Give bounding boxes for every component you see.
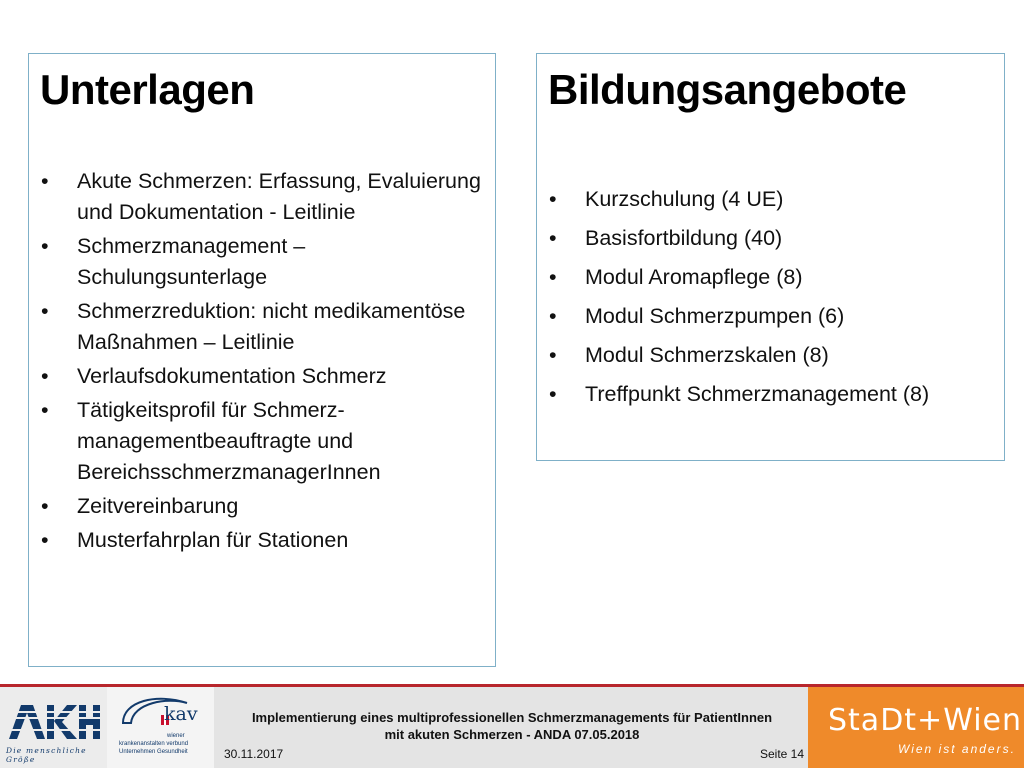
list-item: • Treffpunkt Schmerzmanagement (8) — [537, 379, 1004, 410]
list-item: • Musterfahrplan für Stationen — [29, 525, 495, 556]
kav-line-2: krankenanstalten verbund — [119, 741, 189, 747]
unterlagen-panel — [28, 53, 496, 667]
footer-title: Implementierung eines multiprofessionellen Schmerzmanagements für PatientInnen mit akuten Schmerzen - ANDA 07.05.2018 — [251, 710, 773, 742]
footer-date: 30.11.2017 — [224, 747, 284, 761]
list-item: • Schmerzreduktion: nicht medikamentöse Maßnahmen – Leitlinie — [29, 296, 495, 358]
footer-bar — [0, 684, 1024, 768]
bullet-icon: • — [549, 304, 557, 328]
bullet-icon: • — [549, 187, 557, 211]
kav-line-1: wiener — [167, 733, 185, 739]
akh-tagline: Die menschliche Größe — [6, 746, 87, 764]
bildungsangebote-panel — [536, 53, 1005, 461]
list-item: • Modul Schmerzskalen (8) — [537, 340, 1004, 371]
list-item: • Schmerzmanagement – Schulungsunterlage — [29, 231, 495, 293]
bullet-icon: • — [41, 299, 49, 323]
unterlagen-title: Unterlagen — [40, 66, 255, 113]
akh-mark-icon — [7, 701, 101, 741]
bullet-icon: • — [549, 226, 557, 250]
bullet-icon: • — [41, 528, 49, 552]
bullet-icon: • — [41, 398, 49, 422]
list-item: • Basisfortbildung (40) — [537, 223, 1004, 254]
bullet-icon: • — [549, 265, 557, 289]
unterlagen-list — [29, 166, 495, 559]
bildungsangebote-list — [537, 184, 1004, 418]
bullet-icon: • — [549, 382, 557, 406]
list-item: • Modul Aromapflege (8) — [537, 262, 1004, 293]
kav-line-3: Unternehmen Gesundheit — [119, 749, 188, 755]
stadt-wien-logo — [808, 687, 1024, 768]
kav-logo — [107, 687, 214, 768]
stadt-wien-tagline: Wien ist anders. — [898, 742, 1016, 756]
stadt-wien-wordmark: StaDt+Wien — [828, 703, 1022, 738]
bullet-icon: • — [41, 234, 49, 258]
bullet-icon: • — [41, 364, 49, 388]
bildungsangebote-title: Bildungsangebote — [548, 66, 907, 113]
kav-name: kav — [164, 703, 198, 725]
list-item: • Zeitvereinbarung — [29, 491, 495, 522]
list-item: • Verlaufsdokumentation Schmerz — [29, 361, 495, 392]
list-item: • Tätigkeitsprofil für Schmerz-managementbeauftragte und BereichsschmerzmanagerInnen — [29, 395, 495, 488]
bullet-icon: • — [41, 169, 49, 193]
list-item: • Akute Schmerzen: Erfassung, Evaluierung und Dokumentation - Leitlinie — [29, 166, 495, 228]
list-item: • Modul Schmerzpumpen (6) — [537, 301, 1004, 332]
akh-logo — [0, 687, 107, 768]
bullet-icon: • — [41, 494, 49, 518]
list-item: • Kurzschulung (4 UE) — [537, 184, 1004, 215]
footer-page-number: Seite 14 — [760, 747, 805, 761]
bullet-icon: • — [549, 343, 557, 367]
